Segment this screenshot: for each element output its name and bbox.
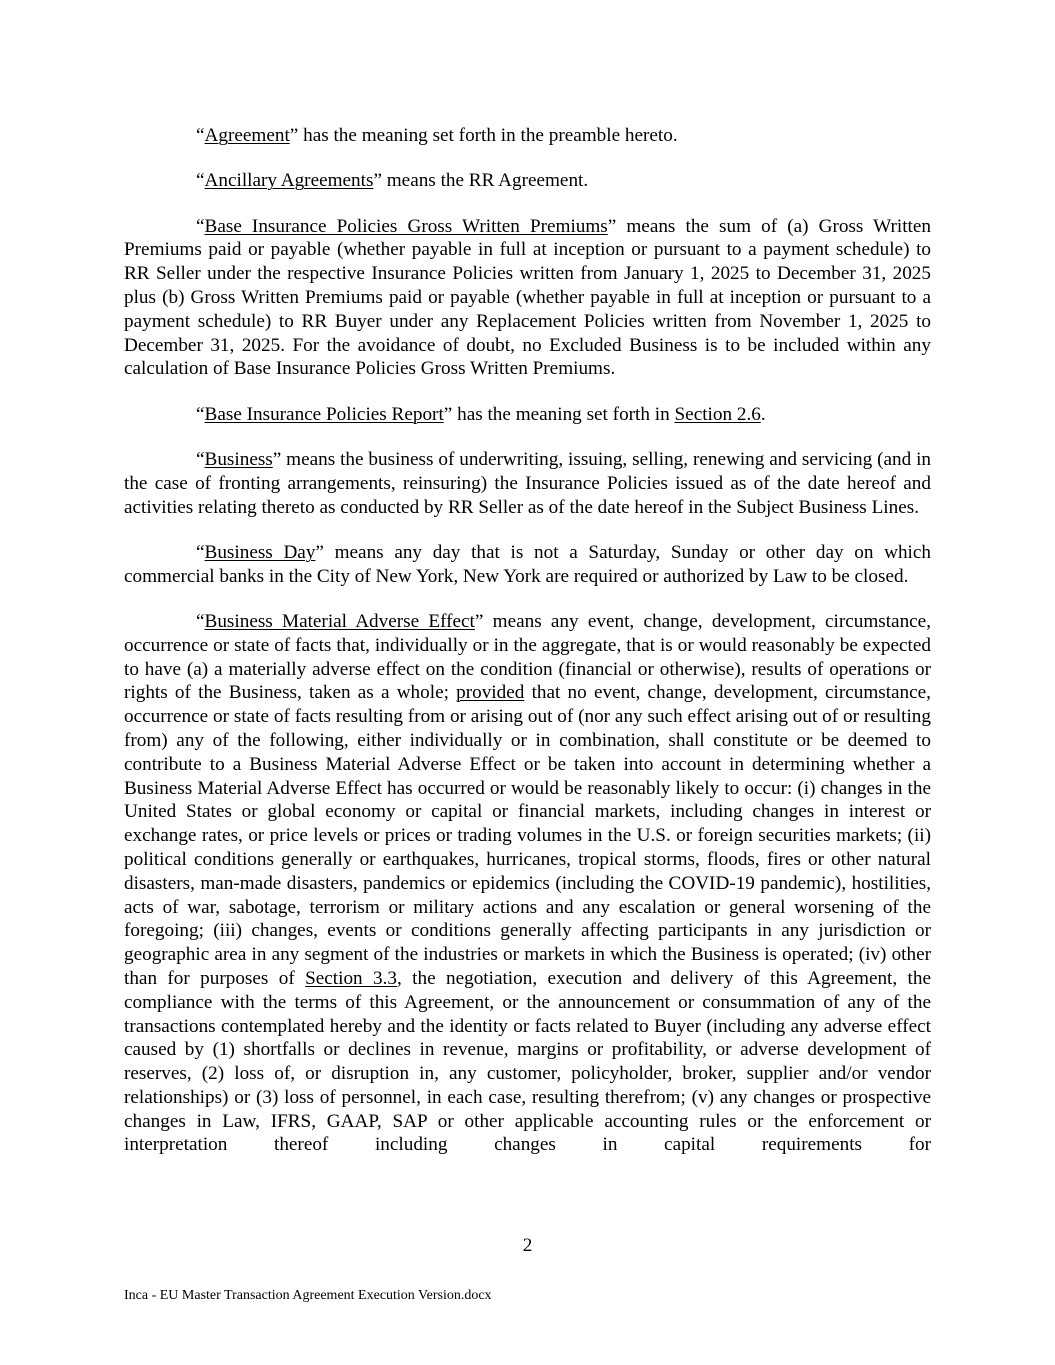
section-reference: Section 2.6: [674, 403, 761, 425]
document-body: [124, 124, 931, 1157]
document-footer: Inca - EU Master Transaction Agreement Execution Version.docx: [124, 1288, 492, 1303]
open-quote: “: [196, 541, 205, 563]
definition-text: ” means the RR Agreement.: [373, 170, 589, 192]
open-quote: “: [196, 215, 205, 237]
definition-text-continued: that no event, change, development, circumstance, occurrence or state of facts resulting from or arising out of (nor any such effect arising out of or resulting from) any of the following, either individually or in combination, shall constitute or be deemed to contribute to a Business Material Adverse Effect or be taken into account in determining whether a Business Material Adverse Effect has occurred or would be reasonably likely to occur: (i) changes in the United States or global economy or capital or financial markets, including changes in interest or exchange rates, or price levels or prices or trading volumes in the U.S. or foreign securities markets; (ii) political conditions generally or earthquakes, hurricanes, tropical storms, floods, fires or other natural disasters, man-made disasters, pandemics or epidemics (including the COVID-19 pandemic), hostilities, acts of war, sabotage, terrorism or military actions and any escalation or general worsening of the foregoing; (iii) changes, events or conditions generally affecting participants in any jurisdiction or geographic area in any segment of the industries or markets in which the Business is operated; (iv) other than for purposes of: [124, 682, 931, 989]
definition-text: ” means the sum of (a) Gross Written Premiums paid or payable (whether payable in full at inception or pursuant to a payment schedule) to RR Seller under the respective Insurance Policies written from January 1, 2025 to December 31, 2025 plus (b) Gross Written Premiums paid or payable (whether payable in full at inception or pursuant to a payment schedule) to RR Buyer under any Replacement Policies written from November 1, 2025 to December 31, 2025. For the avoidance of doubt, no Excluded Business is to be included within any calculation of Base Insurance Policies Gross Written Premiums.: [124, 215, 931, 380]
definition-base-insurance-policies-gwp: [124, 215, 931, 382]
proviso-term: provided: [456, 682, 525, 704]
definition-business-day: [124, 541, 931, 589]
open-quote: “: [196, 403, 205, 425]
open-quote: “: [196, 170, 205, 192]
defined-term: Agreement: [204, 125, 290, 146]
definition-business-material-adverse-effect: [124, 610, 931, 1157]
definition-text: ” means any day that is not a Saturday, Sunday or other day on which commercial banks in the City of New York, New York are required or authorized by Law to be closed.: [124, 541, 931, 587]
open-quote: “: [196, 448, 205, 470]
definition-ancillary-agreements: [124, 169, 931, 193]
section-reference: Section 3.3: [305, 967, 398, 989]
definition-text-tail: , the negotiation, execution and delivery of this Agreement, the compliance with the terms of this Agreement, or the announcement or consummation of any of the transactions contemplated hereby and the identity or facts related to Buyer (including any adverse effect caused by (1) shortfalls or declines in revenue, margins or profitability, or adverse development of reserves, (2) loss of, or disruption in, any customer, policyholder, broker, supplier and/or vendor relationships) or (3) loss of personnel, in each case, resulting therefrom; (v) any changes or prospective changes in Law, IFRS, GAAP, SAP or other applicable accounting rules or the enforcement or interpretation thereof including changes in capital requirements for: [124, 967, 931, 1156]
definition-text: ” means any event, change, development, circumstance, occurrence or state of facts that, individually or in the aggregate, that is or would reasonably be expected to have (a) a materially adverse effect on the condition (financial or otherwise), results of operations or rights of the Business, taken as a whole;: [124, 610, 931, 704]
open-quote: “: [196, 610, 205, 632]
definition-text: ” has the meaning set forth in the preamble hereto.: [289, 125, 678, 146]
definition-text: ” means the business of underwriting, issuing, selling, renewing and servicing (and in the case of fronting arrangements, reinsuring) the Insurance Policies issued as of the date hereof and activities relating thereto as conducted by RR Seller as of the date hereof in the Subject Business Lines.: [124, 448, 931, 518]
defined-term: Business Day: [204, 541, 316, 563]
defined-term: Business Material Adverse Effect: [204, 610, 475, 632]
defined-term: Base Insurance Policies Gross Written Premiums: [204, 215, 608, 237]
definition-text-end: .: [760, 403, 766, 425]
definition-business: [124, 448, 931, 519]
definition-text: ” has the meaning set forth in: [443, 403, 675, 425]
definition-agreement: [124, 124, 931, 148]
open-quote: “: [196, 125, 205, 146]
definition-base-insurance-policies-report: [124, 403, 931, 427]
defined-term: Ancillary Agreements: [204, 170, 374, 192]
defined-term: Business: [204, 448, 273, 470]
defined-term: Base Insurance Policies Report: [204, 403, 444, 425]
page-number: 2: [522, 1235, 533, 1256]
